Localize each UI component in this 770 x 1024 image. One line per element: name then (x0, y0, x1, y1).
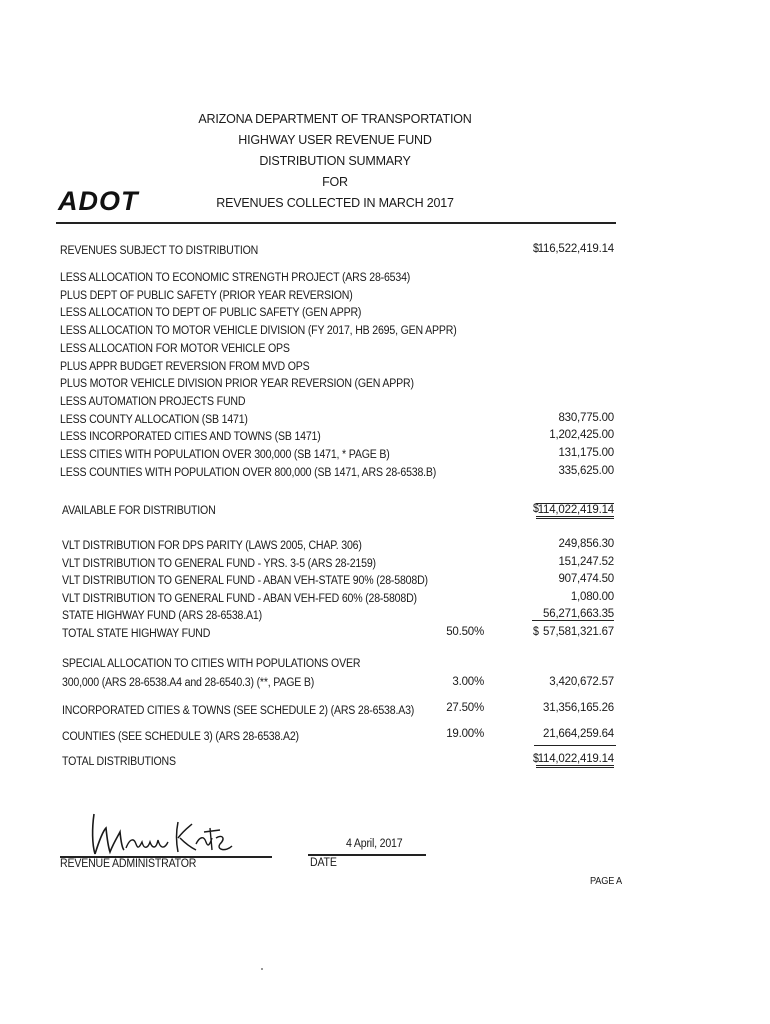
cities-label: INCORPORATED CITIES & TOWNS (SEE SCHEDULE 2) (ARS 28-6538.A3) (62, 705, 415, 717)
vlt-row-label: STATE HIGHWAY FUND (ARS 28-6538.A1) (62, 610, 262, 622)
vlt-row-amount: 249,856.30 (558, 538, 614, 550)
cities-percent: 27.50% (446, 702, 484, 714)
alloc-row-label: PLUS MOTOR VEHICLE DIVISION PRIOR YEAR REVERSION (GEN APPR) (60, 378, 414, 391)
counties-percent: 19.00% (446, 728, 484, 740)
header-line-4: FOR (322, 175, 348, 189)
adot-logo: ADOT (58, 186, 139, 216)
available-currency: $ (533, 503, 539, 515)
vlt-row-label: VLT DISTRIBUTION TO GENERAL FUND - YRS. 3-5 (ARS 28-2159) (62, 557, 376, 570)
scan-speck (261, 968, 263, 970)
alloc-row-amount: 131,175.00 (558, 447, 614, 459)
vlt-row-amount: 1,080.00 (570, 590, 614, 603)
alloc-row-label: LESS ALLOCATION TO DEPT OF PUBLIC SAFETY (GEN APPR) (60, 307, 362, 320)
alloc-row-label: LESS ALLOCATION FOR MOTOR VEHICLE OPS (60, 342, 290, 355)
total-dist-label: TOTAL DISTRIBUTIONS (62, 756, 176, 768)
header-line-3: DISTRIBUTION SUMMARY (259, 154, 411, 168)
total-dist-currency: $ (533, 753, 539, 765)
alloc-row-amount: 335,625.00 (558, 464, 614, 477)
header-line-2: HIGHWAY USER REVENUE FUND (238, 133, 432, 147)
signature-image (80, 808, 240, 860)
vlt-row-label: VLT DISTRIBUTION TO GENERAL FUND - ABAN VEH-FED 60% (28-5808D) (62, 592, 417, 605)
revenues-label: REVENUES SUBJECT TO DISTRIBUTION (60, 245, 259, 257)
available-label: AVAILABLE FOR DISTRIBUTION (62, 505, 216, 517)
vlt-row-amount: 151,247.52 (558, 555, 614, 568)
alloc-row-label: LESS CITIES WITH POPULATION OVER 300,000 (SB 1471, * PAGE B) (60, 449, 390, 461)
special-label-2: 300,000 (ARS 28-6538.A4 and 28-6540.3) (**, PAGE B) (62, 677, 315, 689)
vlt-row-label: VLT DISTRIBUTION TO GENERAL FUND - ABAN VEH-STATE 90% (28-5808D) (62, 575, 428, 587)
header-rule (56, 222, 616, 224)
revenues-currency: $ (533, 243, 539, 255)
counties-label: COUNTIES (SEE SCHEDULE 3) (ARS 28-6538.A2) (62, 731, 299, 743)
alloc-row-label: LESS AUTOMATION PROJECTS FUND (60, 395, 246, 408)
total-state-percent: 50.50% (446, 626, 484, 638)
revenue-administrator-label: REVENUE ADMINISTRATOR (60, 858, 197, 870)
date-line (308, 854, 426, 856)
total-state-label: TOTAL STATE HIGHWAY FUND (62, 628, 211, 640)
vlt-row-label: VLT DISTRIBUTION FOR DPS PARITY (LAWS 2005, CHAP. 306) (62, 540, 362, 552)
counties-amount: 21,664,259.64 (543, 728, 614, 740)
total-state-amount: 57,581,321.67 (543, 626, 614, 638)
available-amount: 114,022,419.14 (536, 503, 614, 519)
vlt-row-amount: 907,474.50 (558, 573, 614, 585)
alloc-row-label: LESS ALLOCATION TO ECONOMIC STRENGTH PROJECT (ARS 28-6534) (60, 272, 411, 284)
total-dist-amount: 114,022,419.14 (536, 753, 614, 768)
alloc-row-label: PLUS APPR BUDGET REVERSION FROM MVD OPS (60, 360, 310, 373)
alloc-row-label: LESS ALLOCATION TO MOTOR VEHICLE DIVISION (FY 2017, HB 2695, GEN APPR) (60, 325, 457, 338)
alloc-row-label: LESS INCORPORATED CITIES AND TOWNS (SB 1471) (60, 431, 321, 444)
special-label-1: SPECIAL ALLOCATION TO CITIES WITH POPULATIONS OVER (62, 658, 361, 670)
header-line-1: ARIZONA DEPARTMENT OF TRANSPORTATION (198, 112, 472, 126)
header-line-5: REVENUES COLLECTED IN MARCH 2017 (216, 196, 454, 210)
counties-underline (534, 745, 616, 746)
special-amount: 3,420,672.57 (549, 676, 614, 688)
date-label: DATE (310, 857, 337, 869)
alloc-row-label: LESS COUNTIES WITH POPULATION OVER 800,000 (SB 1471, ARS 28-6538.B) (60, 466, 437, 479)
alloc-row-label: PLUS DEPT OF PUBLIC SAFETY (PRIOR YEAR REVERSION) (60, 289, 353, 302)
date-value: 4 April, 2017 (346, 838, 403, 850)
total-state-currency: $ (533, 626, 539, 638)
page-label: PAGE A (590, 876, 622, 887)
special-percent: 3.00% (452, 676, 484, 688)
alloc-row-amount: 830,775.00 (558, 411, 614, 424)
cities-amount: 31,356,165.26 (543, 702, 614, 714)
vlt-row-amount: 56,271,663.35 (532, 608, 614, 621)
alloc-row-amount: 1,202,425.00 (549, 429, 614, 442)
revenues-amount: 116,522,419.14 (537, 243, 614, 255)
alloc-row-label: LESS COUNTY ALLOCATION (SB 1471) (60, 413, 248, 426)
